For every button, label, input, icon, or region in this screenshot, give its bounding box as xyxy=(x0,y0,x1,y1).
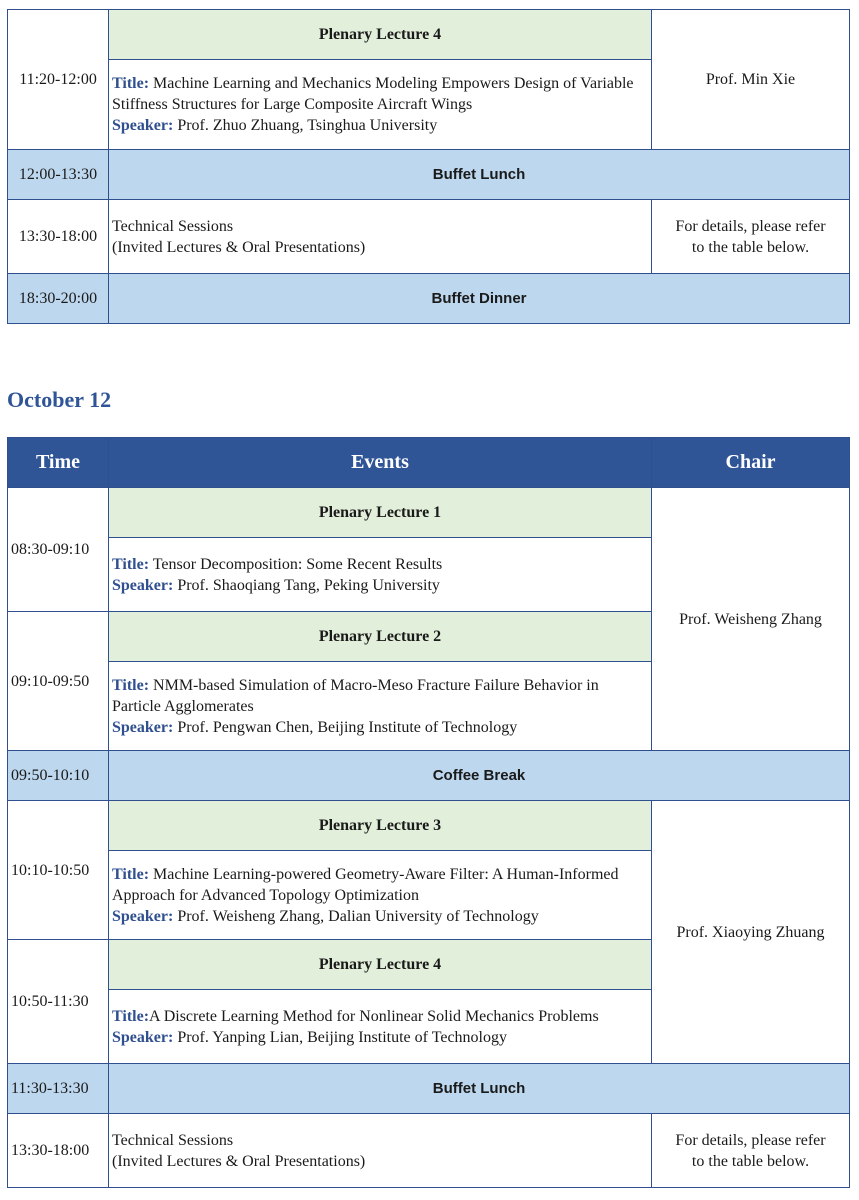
chair-cell: Prof. Min Xie xyxy=(652,10,850,150)
speaker-name: Prof. Pengwan Chen, Beijing Institute of Technology xyxy=(177,718,518,736)
title-label: Title: xyxy=(112,1007,150,1025)
lecture-header: Plenary Lecture 1 xyxy=(109,488,652,538)
title-label: Title: xyxy=(112,75,150,92)
lecture-header: Plenary Lecture 3 xyxy=(109,801,652,851)
chair-cell xyxy=(652,1114,850,1188)
speaker-label: Speaker: xyxy=(112,576,174,594)
lecture-title: Machine Learning-powered Geometry-Aware Filter: A Human-Informed Approach for Advanced Topology Optimization xyxy=(112,865,619,904)
time-cell: 09:50-10:10 xyxy=(8,751,109,801)
lecture-title: A Discrete Learning Method for Nonlinear Solid Mechanics Problems xyxy=(149,1007,599,1025)
title-label: Title: xyxy=(112,555,150,573)
title-label: Title: xyxy=(112,865,150,883)
lecture-detail xyxy=(109,662,652,751)
time-cell: 13:30-18:00 xyxy=(8,1114,109,1188)
speaker-label: Speaker: xyxy=(112,907,174,925)
time-cell: 18:30-20:00 xyxy=(8,274,109,324)
chair-note-line-2: to the table below. xyxy=(691,238,810,256)
technical-line-2: (Invited Lectures & Oral Presentations) xyxy=(112,1152,366,1170)
time-cell: 09:10-09:50 xyxy=(8,612,109,751)
lecture-header: Plenary Lecture 4 xyxy=(109,10,652,60)
technical-sessions xyxy=(109,200,652,274)
lecture-title: NMM-based Simulation of Macro-Meso Fracture Failure Behavior in Particle Agglomerates xyxy=(112,676,599,715)
lecture-title: Tensor Decomposition: Some Recent Results xyxy=(152,555,443,573)
title-label: Title: xyxy=(112,676,150,694)
schedule-table-oct12 xyxy=(7,437,850,1188)
chair-cell: Prof. Xiaoying Zhuang xyxy=(652,801,850,1064)
schedule-table-previous-day xyxy=(7,9,850,324)
speaker-name: Prof. Zhuo Zhuang, Tsinghua University xyxy=(177,117,438,134)
speaker-name: Prof. Shaoqiang Tang, Peking University xyxy=(177,576,440,594)
technical-sessions xyxy=(109,1114,652,1188)
section-title-date: October 12 xyxy=(7,387,112,412)
speaker-name: Prof. Yanping Lian, Beijing Institute of Technology xyxy=(177,1028,507,1046)
speaker-label: Speaker: xyxy=(112,718,174,736)
chair-note-line-1: For details, please refer xyxy=(675,217,826,235)
technical-line-1: Technical Sessions xyxy=(112,217,234,235)
chair-cell: Prof. Weisheng Zhang xyxy=(652,488,850,751)
time-cell: 10:10-10:50 xyxy=(8,801,109,940)
chair-note-line-2: to the table below. xyxy=(691,1152,810,1170)
lecture-header: Plenary Lecture 4 xyxy=(109,940,652,990)
speaker-label: Speaker: xyxy=(112,117,174,134)
time-cell: 10:50-11:30 xyxy=(8,940,109,1064)
chair-note-line-1: For details, please refer xyxy=(675,1131,826,1149)
technical-line-1: Technical Sessions xyxy=(112,1131,234,1149)
buffet-lunch-label: Buffet Lunch xyxy=(109,150,850,200)
technical-line-2: (Invited Lectures & Oral Presentations) xyxy=(112,238,366,256)
lecture-detail xyxy=(109,60,652,150)
chair-cell xyxy=(652,200,850,274)
lecture-title: Machine Learning and Mechanics Modeling Empowers Design of Variable Stiffness Structures for Large Composite Aircraft Wings xyxy=(112,75,634,113)
buffet-dinner-label: Buffet Dinner xyxy=(109,274,850,324)
column-header-chair: Chair xyxy=(652,438,850,488)
time-cell: 12:00-13:30 xyxy=(8,150,109,200)
lecture-detail xyxy=(109,990,652,1064)
time-cell: 08:30-09:10 xyxy=(8,488,109,612)
time-cell: 11:30-13:30 xyxy=(8,1064,109,1114)
speaker-label: Speaker: xyxy=(112,1028,174,1046)
lecture-detail xyxy=(109,538,652,612)
column-header-time: Time xyxy=(8,438,109,488)
lecture-detail xyxy=(109,851,652,940)
buffet-lunch-label: Buffet Lunch xyxy=(109,1064,850,1114)
coffee-break-label: Coffee Break xyxy=(109,751,850,801)
time-cell: 13:30-18:00 xyxy=(8,200,109,274)
time-cell: 11:20-12:00 xyxy=(8,10,109,150)
speaker-name: Prof. Weisheng Zhang, Dalian University of Technology xyxy=(177,907,539,925)
lecture-header: Plenary Lecture 2 xyxy=(109,612,652,662)
column-header-events: Events xyxy=(109,438,652,488)
